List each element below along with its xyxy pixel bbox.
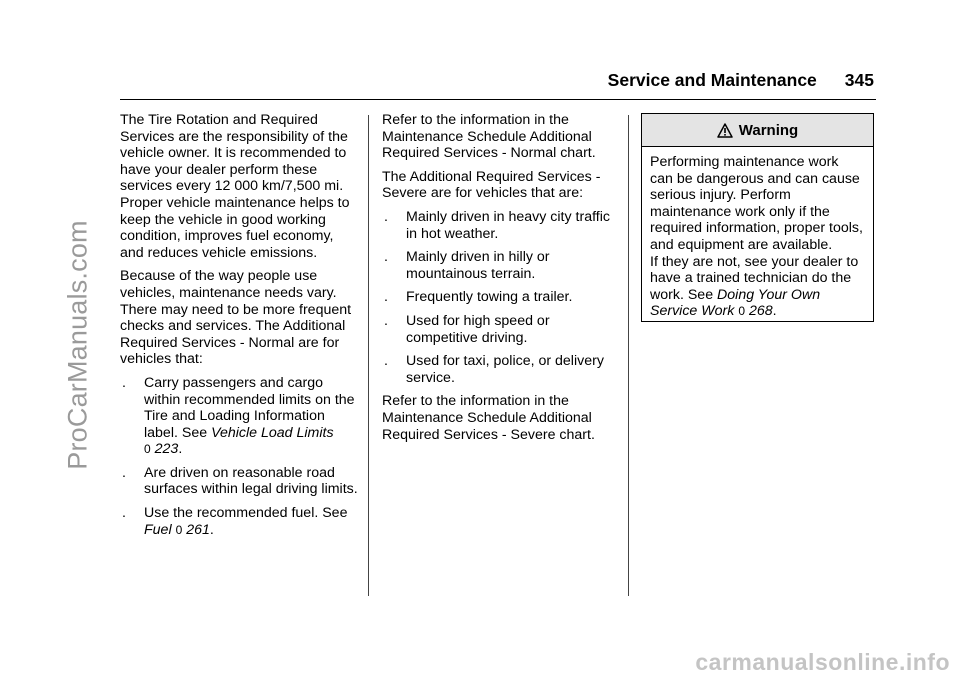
- section-title: Service and Maintenance: [607, 70, 817, 90]
- bullet-marker: .: [122, 464, 126, 481]
- paragraph: The Additional Required Services - Severe are for vehicles that are:: [382, 168, 601, 202]
- bullet-marker: .: [122, 374, 126, 391]
- side-watermark: ProCarManuals.com: [62, 220, 93, 470]
- page-ref-arrow-icon: 0: [738, 304, 745, 319]
- page-ref-arrow-icon: 0: [144, 442, 151, 457]
- list-item: [382, 249, 618, 282]
- footer-watermark: carmanualsonline.info: [695, 649, 950, 675]
- warning-text: Performing maintenance work can be dangerous and can cause serious injury. Perform maintenance work only if the required information, proper tools, and equipment are available.: [650, 154, 863, 253]
- warning-body: Performing maintenance work can be dangerous and can cause serious injury. Perform maintenance work only if the required information, proper tools, and equipment are available. If they are not, see your dealer to have a trained technician do the work. See Doing Your Own Service Work 0 268.: [642, 147, 873, 320]
- warning-header: [642, 114, 873, 147]
- warning-triangle-icon: [717, 123, 733, 138]
- warning-title: Warning: [738, 121, 799, 139]
- page-ref-arrow-icon: 0: [175, 522, 183, 537]
- cross-reference-link[interactable]: Fuel: [144, 521, 172, 538]
- bullet-text: Carry passengers and cargo within recommended limits on the Tire and Loading Information label. See: [144, 374, 355, 441]
- bullet-text: Used for high speed or competitive driving.: [406, 312, 550, 346]
- bullet-marker: .: [384, 353, 388, 370]
- warning-box: [641, 113, 874, 322]
- bullet-text: Used for taxi, police, or delivery service.: [406, 353, 604, 386]
- column-2: [382, 112, 618, 450]
- bullet-marker: .: [384, 208, 388, 225]
- list-item: . Carry passengers and cargo within recommended limits on the Tire and Loading Information label. See Vehicle Load Limits 0 223.: [122, 374, 355, 458]
- bullet-marker: .: [384, 289, 388, 306]
- list-item: [382, 313, 618, 346]
- cross-reference-link[interactable]: Doing Your Own Service Work: [650, 286, 821, 320]
- bullet-text: Use the recommended fuel. See: [144, 505, 348, 522]
- bullet-marker: .: [384, 249, 388, 266]
- page-header: [608, 70, 874, 91]
- page-reference[interactable]: 268: [748, 303, 773, 320]
- list-item: [382, 209, 618, 242]
- bullet-text: Mainly driven in heavy city traffic in hot weather.: [406, 208, 610, 242]
- page-reference[interactable]: 261: [186, 521, 210, 538]
- bullet-text: Mainly driven in hilly or mountainous terrain.: [406, 249, 550, 282]
- paragraph: The Tire Rotation and Required Services are the responsibility of the vehicle owner. It is recommended to have your dealer perform these services every 12 000 km/7,500 mi. Proper vehicle maintenance helps to keep the vehicle in good working condition, improves fuel economy, and reduces vehicle emissions.: [120, 112, 350, 261]
- bullet-text: Frequently towing a trailer.: [406, 289, 573, 306]
- paragraph: Refer to the information in the Maintenance Schedule Additional Required Services - Severe chart.: [382, 393, 595, 443]
- list-item: [382, 289, 618, 306]
- list-item: [120, 465, 358, 498]
- page-reference[interactable]: 223: [154, 441, 179, 458]
- warning-text: If they are not, see your dealer to have a trained technician do the work. See: [650, 253, 859, 303]
- list-item: [382, 353, 618, 386]
- page-number: 345: [844, 70, 874, 90]
- bullet-text: Are driven on reasonable road surfaces within legal driving limits.: [144, 464, 358, 498]
- bullet-marker: .: [384, 312, 388, 329]
- list-item: . Use the recommended fuel. See Fuel 0 261.: [122, 505, 348, 538]
- column-1: [120, 112, 358, 545]
- column-divider-1: [368, 115, 369, 596]
- cross-reference-link[interactable]: Vehicle Load Limits: [211, 424, 334, 441]
- bullet-marker: .: [122, 505, 126, 522]
- paragraph: Refer to the information in the Maintenance Schedule Additional Required Services - Normal chart.: [382, 112, 596, 162]
- column-divider-2: [628, 115, 629, 596]
- header-rule: [120, 99, 876, 100]
- paragraph: Because of the way people use vehicles, maintenance needs vary. There may need to be more frequent checks and services. The Additional Required Services - Normal are for vehicles that:: [120, 268, 352, 368]
